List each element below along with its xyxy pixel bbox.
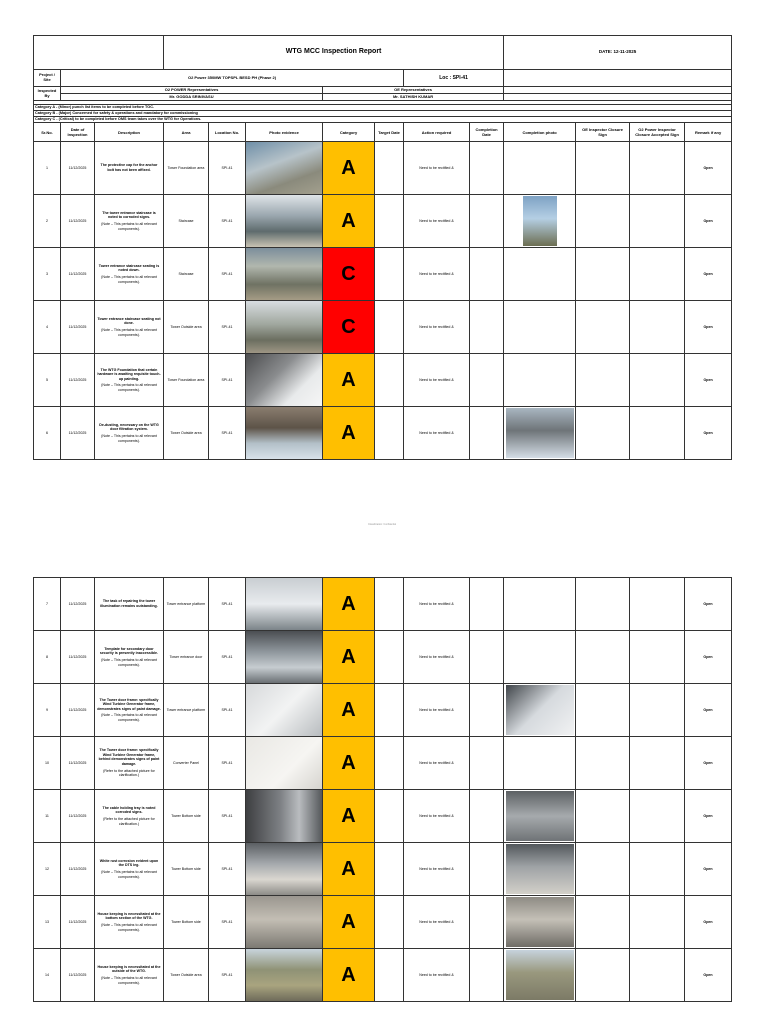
photo-evidence-image[interactable] bbox=[246, 843, 322, 895]
row-completion-photo bbox=[504, 354, 576, 407]
row-action: Need to be rectified & bbox=[404, 949, 470, 1002]
row-description bbox=[95, 684, 164, 737]
row-category: C bbox=[323, 248, 375, 301]
photo-evidence-image[interactable] bbox=[246, 737, 322, 789]
row-completion-photo bbox=[504, 684, 576, 737]
row-area: Tower Bottom side bbox=[164, 843, 209, 896]
row-area: Tower Outside area bbox=[164, 949, 209, 1002]
row-remark: Open bbox=[685, 354, 732, 407]
row-date: 11/12/2025 bbox=[61, 949, 95, 1002]
row-completion-date bbox=[470, 790, 504, 843]
description-note: (Refer to the attached picture for clarification.) bbox=[103, 817, 155, 826]
row-completion-date bbox=[470, 737, 504, 790]
row-description bbox=[95, 737, 164, 790]
row-oe-sign bbox=[576, 843, 630, 896]
row-completion-photo bbox=[504, 248, 576, 301]
row-target-date bbox=[375, 142, 404, 195]
col-header: Location No. bbox=[209, 123, 246, 142]
row-remark: Open bbox=[685, 949, 732, 1002]
row-description bbox=[95, 195, 164, 248]
col-header: Action required bbox=[404, 123, 470, 142]
row-description bbox=[95, 949, 164, 1002]
category-a-note: Category A - (Minor) punch list items to be completed before TOC. bbox=[34, 105, 732, 111]
row-o2-sign bbox=[630, 896, 685, 949]
row-action: Need to be rectified & bbox=[404, 578, 470, 631]
completion-photo-image[interactable] bbox=[523, 196, 557, 246]
row-completion-photo bbox=[504, 896, 576, 949]
row-target-date bbox=[375, 631, 404, 684]
row-oe-sign bbox=[576, 354, 630, 407]
o2-rep-label: O2 POWER Representatives bbox=[61, 87, 323, 94]
col-header: Category bbox=[323, 123, 375, 142]
o2-rep-name: Mr. GODDA SRINIVASU bbox=[61, 94, 323, 101]
photo-evidence-image[interactable] bbox=[246, 248, 322, 300]
row-completion-photo bbox=[504, 578, 576, 631]
col-header: Remark if any bbox=[685, 123, 732, 142]
description-note: (Note – This pertains to all relevant components). bbox=[101, 222, 157, 231]
row-action: Need to be rectified & bbox=[404, 790, 470, 843]
description-text: House keeping is necessitated at the bottom section of the WTG. bbox=[97, 911, 161, 921]
location-code: Loc : SPI-41 bbox=[404, 70, 504, 87]
col-header: Completion Date bbox=[470, 123, 504, 142]
row-sr-no: 4 bbox=[34, 301, 61, 354]
completion-photo-image[interactable] bbox=[506, 897, 574, 947]
row-action: Need to be rectified & bbox=[404, 301, 470, 354]
row-description bbox=[95, 578, 164, 631]
row-oe-sign bbox=[576, 248, 630, 301]
classification-mark: Classification: Confidential bbox=[368, 523, 397, 526]
description-note: (Note – This pertains to all relevant components). bbox=[101, 658, 157, 667]
row-remark: Open bbox=[685, 737, 732, 790]
row-category: A bbox=[323, 142, 375, 195]
row-o2-sign bbox=[630, 248, 685, 301]
row-date: 11/12/2025 bbox=[61, 354, 95, 407]
row-area: Tower Outside area bbox=[164, 407, 209, 460]
photo-evidence-image[interactable] bbox=[246, 354, 322, 406]
description-note: (Refer to the attached picture for clarification.) bbox=[103, 768, 155, 778]
description-note: (Note – This pertains to all relevant components). bbox=[101, 976, 157, 985]
row-remark: Open bbox=[685, 790, 732, 843]
row-completion-date bbox=[470, 684, 504, 737]
row-category: A bbox=[323, 578, 375, 631]
row-sr-no: 1 bbox=[34, 142, 61, 195]
description-text: The cable holding tray is noted corroded signs. bbox=[102, 805, 156, 815]
row-description bbox=[95, 301, 164, 354]
row-remark: Open bbox=[685, 407, 732, 460]
description-text: The WTG Foundation that certain hardware is awaiting requisite touch-up painting. bbox=[97, 367, 161, 381]
table-row bbox=[34, 896, 732, 949]
row-photo-evidence bbox=[246, 896, 323, 949]
completion-photo-image[interactable] bbox=[506, 844, 574, 894]
row-location: SPI-41 bbox=[209, 949, 246, 1002]
description-text: The tower entrance staircase is noted to corroded signs. bbox=[102, 210, 156, 220]
row-o2-sign bbox=[630, 301, 685, 354]
row-completion-photo bbox=[504, 790, 576, 843]
col-header: Completion photo bbox=[504, 123, 576, 142]
inspected-by-label: Inspected By bbox=[34, 87, 61, 101]
row-sr-no: 13 bbox=[34, 896, 61, 949]
row-sr-no: 12 bbox=[34, 843, 61, 896]
row-date: 11/12/2025 bbox=[61, 843, 95, 896]
row-remark: Open bbox=[685, 301, 732, 354]
oe-rep-label: OE Representatives bbox=[323, 87, 504, 94]
row-action: Need to be rectified & bbox=[404, 354, 470, 407]
row-target-date bbox=[375, 407, 404, 460]
row-oe-sign bbox=[576, 737, 630, 790]
inspection-rows-page-1 bbox=[34, 142, 732, 460]
row-photo-evidence bbox=[246, 578, 323, 631]
row-oe-sign bbox=[576, 684, 630, 737]
photo-evidence-image[interactable] bbox=[246, 142, 322, 194]
row-location: SPI-41 bbox=[209, 301, 246, 354]
row-sr-no: 3 bbox=[34, 248, 61, 301]
row-remark: Open bbox=[685, 142, 732, 195]
table-row bbox=[34, 407, 732, 460]
category-b-note: Category B - (Major) Concerned for safety & operations and mandatory for commissioning bbox=[34, 111, 732, 117]
row-sr-no: 5 bbox=[34, 354, 61, 407]
row-oe-sign bbox=[576, 896, 630, 949]
row-o2-sign bbox=[630, 949, 685, 1002]
row-remark: Open bbox=[685, 631, 732, 684]
row-completion-photo bbox=[504, 195, 576, 248]
row-photo-evidence bbox=[246, 631, 323, 684]
row-category: A bbox=[323, 684, 375, 737]
project-label: Project / Site bbox=[34, 70, 61, 87]
col-header: OE Inspector Closure Sign bbox=[576, 123, 630, 142]
row-date: 11/12/2025 bbox=[61, 631, 95, 684]
row-action: Need to be rectified & bbox=[404, 195, 470, 248]
row-area: Tower Foundation area bbox=[164, 354, 209, 407]
row-date: 11/12/2025 bbox=[61, 195, 95, 248]
description-note: (Note – This pertains to all relevant components). bbox=[101, 870, 157, 879]
category-c-note: Category C - (Critical) to be completed before OMS team takes over the WTG for Operations. bbox=[34, 117, 732, 123]
row-target-date bbox=[375, 737, 404, 790]
row-photo-evidence bbox=[246, 354, 323, 407]
row-location: SPI-41 bbox=[209, 843, 246, 896]
row-action: Need to be rectified & bbox=[404, 631, 470, 684]
photo-evidence-image[interactable] bbox=[246, 684, 322, 736]
table-row bbox=[34, 790, 732, 843]
row-area: Tower entrance platform bbox=[164, 684, 209, 737]
row-sr-no: 8 bbox=[34, 631, 61, 684]
row-o2-sign bbox=[630, 578, 685, 631]
row-photo-evidence bbox=[246, 949, 323, 1002]
row-oe-sign bbox=[576, 407, 630, 460]
row-date: 11/12/2025 bbox=[61, 407, 95, 460]
row-remark: Open bbox=[685, 195, 732, 248]
row-o2-sign bbox=[630, 790, 685, 843]
row-completion-photo bbox=[504, 142, 576, 195]
row-target-date bbox=[375, 578, 404, 631]
report-page-1 bbox=[33, 35, 731, 460]
row-target-date bbox=[375, 195, 404, 248]
row-description bbox=[95, 790, 164, 843]
photo-evidence-image[interactable] bbox=[246, 407, 322, 459]
row-area: Staircase bbox=[164, 248, 209, 301]
row-o2-sign bbox=[630, 684, 685, 737]
row-oe-sign bbox=[576, 790, 630, 843]
description-text: The protective cap for the anchor bolt has not been affixed. bbox=[100, 163, 158, 172]
row-location: SPI-41 bbox=[209, 684, 246, 737]
row-completion-photo bbox=[504, 843, 576, 896]
row-sr-no: 9 bbox=[34, 684, 61, 737]
row-completion-date bbox=[470, 631, 504, 684]
row-completion-photo bbox=[504, 407, 576, 460]
col-header: Area bbox=[164, 123, 209, 142]
row-date: 11/12/2025 bbox=[61, 737, 95, 790]
table-row bbox=[34, 354, 732, 407]
col-header: Photo evidence bbox=[246, 123, 323, 142]
row-completion-photo bbox=[504, 949, 576, 1002]
description-note: (Note – This pertains to all relevant components). bbox=[101, 328, 157, 337]
row-date: 11/12/2025 bbox=[61, 142, 95, 195]
table-row bbox=[34, 248, 732, 301]
row-sr-no: 10 bbox=[34, 737, 61, 790]
col-header: Date of Inspection bbox=[61, 123, 95, 142]
row-category: A bbox=[323, 631, 375, 684]
description-note: (Note – This pertains to all relevant components). bbox=[101, 923, 157, 932]
row-photo-evidence bbox=[246, 684, 323, 737]
row-oe-sign bbox=[576, 301, 630, 354]
row-description bbox=[95, 248, 164, 301]
row-target-date bbox=[375, 301, 404, 354]
row-category: A bbox=[323, 354, 375, 407]
project-value: O2 Power 350MW TOPSPL BESD PH (Phase 2) bbox=[61, 70, 404, 87]
row-target-date bbox=[375, 248, 404, 301]
row-photo-evidence bbox=[246, 301, 323, 354]
row-target-date bbox=[375, 843, 404, 896]
row-location: SPI-41 bbox=[209, 578, 246, 631]
row-completion-date bbox=[470, 248, 504, 301]
row-location: SPI-41 bbox=[209, 631, 246, 684]
photo-evidence-image[interactable] bbox=[246, 195, 322, 247]
row-action: Need to be rectified & bbox=[404, 248, 470, 301]
row-description bbox=[95, 631, 164, 684]
row-area: Tower Bottom side bbox=[164, 896, 209, 949]
row-sr-no: 6 bbox=[34, 407, 61, 460]
row-completion-photo bbox=[504, 737, 576, 790]
completion-photo-image[interactable] bbox=[506, 791, 574, 841]
description-text: De-dusting, necessary on the WTG door filtration system. bbox=[99, 422, 159, 432]
table-row bbox=[34, 195, 732, 248]
col-header: Sr.No. bbox=[34, 123, 61, 142]
report-page-2 bbox=[33, 577, 731, 1002]
row-date: 11/12/2025 bbox=[61, 790, 95, 843]
table-row bbox=[34, 737, 732, 790]
table-row bbox=[34, 843, 732, 896]
table-row bbox=[34, 631, 732, 684]
row-description bbox=[95, 843, 164, 896]
row-action: Need to be rectified & bbox=[404, 684, 470, 737]
row-location: SPI-41 bbox=[209, 896, 246, 949]
row-o2-sign bbox=[630, 142, 685, 195]
description-text: The Tower door frame: specifically Wind Turbine Generator frame, demonstrates signs of paint damage. bbox=[97, 697, 161, 711]
row-remark: Open bbox=[685, 896, 732, 949]
row-o2-sign bbox=[630, 843, 685, 896]
report-date: DATE: 12-11-2025 bbox=[504, 36, 732, 70]
row-description bbox=[95, 896, 164, 949]
row-category: A bbox=[323, 195, 375, 248]
row-location: SPI-41 bbox=[209, 195, 246, 248]
row-target-date bbox=[375, 354, 404, 407]
table-row bbox=[34, 949, 732, 1002]
row-completion-date bbox=[470, 301, 504, 354]
row-remark: Open bbox=[685, 578, 732, 631]
row-action: Need to be rectified & bbox=[404, 737, 470, 790]
row-location: SPI-41 bbox=[209, 407, 246, 460]
oe-rep-name: Mr. SATHISH KUMAR bbox=[323, 94, 504, 101]
row-o2-sign bbox=[630, 737, 685, 790]
row-date: 11/12/2025 bbox=[61, 896, 95, 949]
row-target-date bbox=[375, 684, 404, 737]
description-text: The Tower door frame: specifically Wind Turbine Generator frame, behind demonstrates signs of paint damage. bbox=[98, 748, 160, 766]
description-text: House keeping is necessitated at the outside of the WTG. bbox=[97, 964, 161, 974]
row-location: SPI-41 bbox=[209, 142, 246, 195]
completion-photo-image[interactable] bbox=[506, 408, 574, 458]
row-completion-photo bbox=[504, 301, 576, 354]
column-header-row bbox=[34, 123, 732, 142]
completion-photo-image[interactable] bbox=[506, 950, 574, 1000]
photo-evidence-image[interactable] bbox=[246, 896, 322, 948]
inspection-rows-page-2 bbox=[34, 578, 732, 1002]
row-completion-date bbox=[470, 142, 504, 195]
row-oe-sign bbox=[576, 631, 630, 684]
row-o2-sign bbox=[630, 631, 685, 684]
description-text: The task of repairing the tower illumination remains outstanding. bbox=[100, 599, 158, 608]
row-area: Converter Panel bbox=[164, 737, 209, 790]
row-remark: Open bbox=[685, 684, 732, 737]
row-remark: Open bbox=[685, 843, 732, 896]
row-description bbox=[95, 407, 164, 460]
description-note: (Note – This pertains to all relevant components). bbox=[101, 275, 157, 284]
row-action: Need to be rectified & bbox=[404, 407, 470, 460]
table-row bbox=[34, 578, 732, 631]
description-text: White rust corrosion evident upon the DTS leg. bbox=[99, 858, 159, 868]
row-category: C bbox=[323, 301, 375, 354]
table-row bbox=[34, 684, 732, 737]
row-o2-sign bbox=[630, 195, 685, 248]
row-target-date bbox=[375, 949, 404, 1002]
row-oe-sign bbox=[576, 949, 630, 1002]
row-category: A bbox=[323, 843, 375, 896]
completion-photo-image[interactable] bbox=[506, 685, 574, 735]
row-sr-no: 7 bbox=[34, 578, 61, 631]
report-table-continued bbox=[33, 577, 732, 1002]
col-header: O2 Power Inspector Closure Accepted Sign bbox=[630, 123, 685, 142]
row-oe-sign bbox=[576, 195, 630, 248]
row-completion-date bbox=[470, 578, 504, 631]
row-area: Tower Outside area bbox=[164, 301, 209, 354]
table-row bbox=[34, 142, 732, 195]
description-text: Tower entrance staircase seating not done. bbox=[97, 316, 161, 326]
photo-evidence-image[interactable] bbox=[246, 301, 322, 353]
row-o2-sign bbox=[630, 407, 685, 460]
col-header: Target Date bbox=[375, 123, 404, 142]
row-sr-no: 2 bbox=[34, 195, 61, 248]
row-completion-date bbox=[470, 195, 504, 248]
row-action: Need to be rectified & bbox=[404, 896, 470, 949]
description-note: (Note – This pertains to all relevant components). bbox=[101, 713, 157, 722]
row-area: Tower Bottom side bbox=[164, 790, 209, 843]
row-photo-evidence bbox=[246, 195, 323, 248]
row-remark: Open bbox=[685, 248, 732, 301]
photo-evidence-image[interactable] bbox=[246, 949, 322, 1001]
row-oe-sign bbox=[576, 142, 630, 195]
col-header: Description bbox=[95, 123, 164, 142]
table-row bbox=[34, 301, 732, 354]
row-completion-date bbox=[470, 949, 504, 1002]
row-description bbox=[95, 354, 164, 407]
row-sr-no: 14 bbox=[34, 949, 61, 1002]
row-photo-evidence bbox=[246, 843, 323, 896]
row-location: SPI-41 bbox=[209, 737, 246, 790]
row-description bbox=[95, 142, 164, 195]
description-text: Template for secondary door security is presently inaccessible. bbox=[99, 646, 159, 656]
row-photo-evidence bbox=[246, 790, 323, 843]
row-photo-evidence bbox=[246, 142, 323, 195]
row-completion-photo bbox=[504, 631, 576, 684]
row-action: Need to be rectified & bbox=[404, 142, 470, 195]
row-area: Tower entrance door bbox=[164, 631, 209, 684]
photo-evidence-image[interactable] bbox=[246, 578, 322, 630]
report-header-table bbox=[33, 35, 732, 460]
report-title: WTG MCC Inspection Report bbox=[164, 36, 504, 70]
row-category: A bbox=[323, 949, 375, 1002]
row-location: SPI-41 bbox=[209, 248, 246, 301]
row-oe-sign bbox=[576, 578, 630, 631]
row-date: 11/12/2025 bbox=[61, 301, 95, 354]
description-text: Tower entrance staircase seating is noted down. bbox=[98, 263, 160, 273]
row-o2-sign bbox=[630, 354, 685, 407]
row-photo-evidence bbox=[246, 407, 323, 460]
row-sr-no: 11 bbox=[34, 790, 61, 843]
row-date: 11/12/2025 bbox=[61, 578, 95, 631]
row-photo-evidence bbox=[246, 248, 323, 301]
row-target-date bbox=[375, 896, 404, 949]
row-completion-date bbox=[470, 407, 504, 460]
row-category: A bbox=[323, 790, 375, 843]
row-category: A bbox=[323, 407, 375, 460]
row-area: Tower entrance platform bbox=[164, 578, 209, 631]
row-area: Staircase bbox=[164, 195, 209, 248]
row-photo-evidence bbox=[246, 737, 323, 790]
description-note: (Note – This pertains to all relevant components). bbox=[101, 383, 157, 392]
row-category: A bbox=[323, 737, 375, 790]
description-note: (Note – This pertains to all relevant components). bbox=[101, 434, 157, 443]
row-date: 11/12/2025 bbox=[61, 248, 95, 301]
row-action: Need to be rectified & bbox=[404, 843, 470, 896]
row-date: 11/12/2025 bbox=[61, 684, 95, 737]
row-location: SPI-41 bbox=[209, 354, 246, 407]
photo-evidence-image[interactable] bbox=[246, 631, 322, 683]
row-target-date bbox=[375, 790, 404, 843]
row-completion-date bbox=[470, 843, 504, 896]
row-completion-date bbox=[470, 896, 504, 949]
row-area: Tower Foundation area bbox=[164, 142, 209, 195]
row-completion-date bbox=[470, 354, 504, 407]
photo-evidence-image[interactable] bbox=[246, 790, 322, 842]
row-category: A bbox=[323, 896, 375, 949]
row-location: SPI-41 bbox=[209, 790, 246, 843]
